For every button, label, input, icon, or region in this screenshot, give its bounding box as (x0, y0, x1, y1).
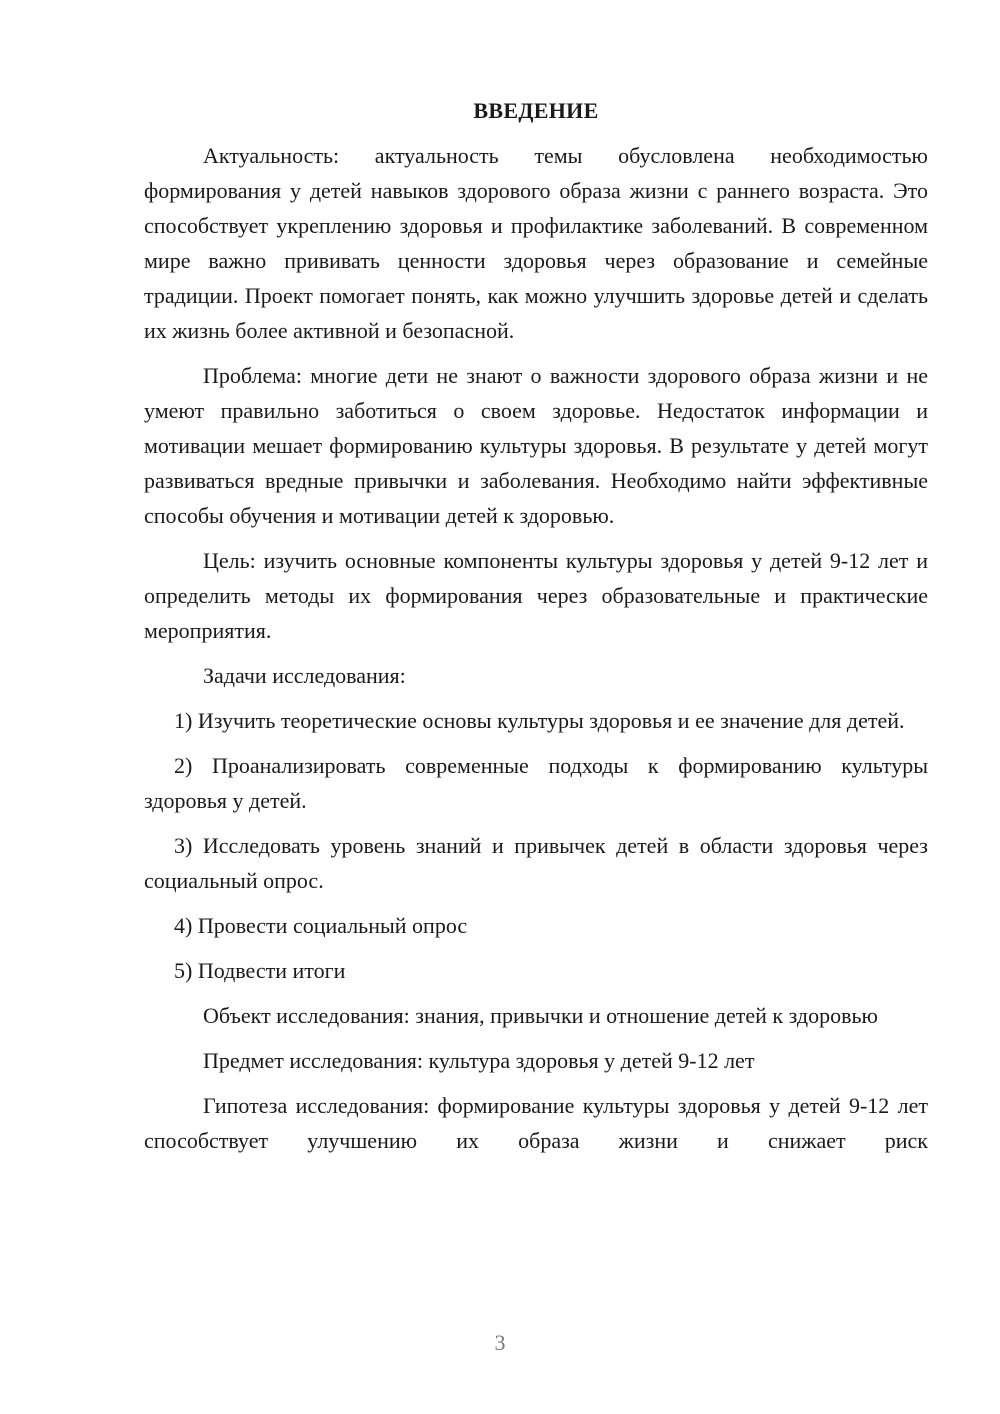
page-number: 3 (494, 1330, 506, 1355)
task-item-1: 1) Изучить теоретические основы культуры здоровья и ее значение для детей. (174, 708, 905, 733)
paragraph-object: Объект исследования: знания, привычки и отношение детей к здоровью (203, 1003, 878, 1028)
task-item-2: 2) Проанализировать современные подходы к формированию культуры здоровья у детей. (144, 753, 928, 813)
task-item-4: 4) Провести социальный опрос (174, 913, 468, 938)
paragraph-subject: Предмет исследования: культура здоровья у детей 9-12 лет (203, 1048, 755, 1073)
document-page (144, 96, 928, 1158)
task-item-3: 3) Исследовать уровень знаний и привычек детей в области здоровья через социальный опрос. (144, 833, 928, 893)
paragraph-hypothesis: Гипотеза исследования: формирование культуры здоровья у детей 9-12 лет способствует улучшению их образа жизни и снижает риск (144, 1093, 928, 1153)
paragraph-relevance: Актуальность: актуальность темы обусловлена необходимостью формирования у детей навыков здорового образа жизни с раннего возраста. Это способствует укреплению здоровья и профилактике заболеваний. В современном мире важно прививать ценности здоровья через образование и семейные традиции. Проект помогает понять, как можно улучшить здоровье детей и сделать их жизнь более активной и безопасной. (144, 143, 928, 343)
section-title: ВВЕДЕНИЕ (473, 98, 599, 123)
paragraph-problem: Проблема: многие дети не знают о важности здорового образа жизни и не умеют правильно заботиться о своем здоровье. Недостаток информации и мотивации мешает формированию культуры здоровья. В результате у детей могут развиваться вредные привычки и заболевания. Необходимо найти эффективные способы обучения и мотивации детей к здоровью. (144, 363, 928, 528)
paragraph-goal: Цель: изучить основные компоненты культуры здоровья у детей 9-12 лет и определить методы их формирования через образовательные и практические мероприятия. (144, 548, 928, 643)
tasks-heading: Задачи исследования: (203, 663, 406, 688)
task-item-5: 5) Подвести итоги (174, 958, 346, 983)
